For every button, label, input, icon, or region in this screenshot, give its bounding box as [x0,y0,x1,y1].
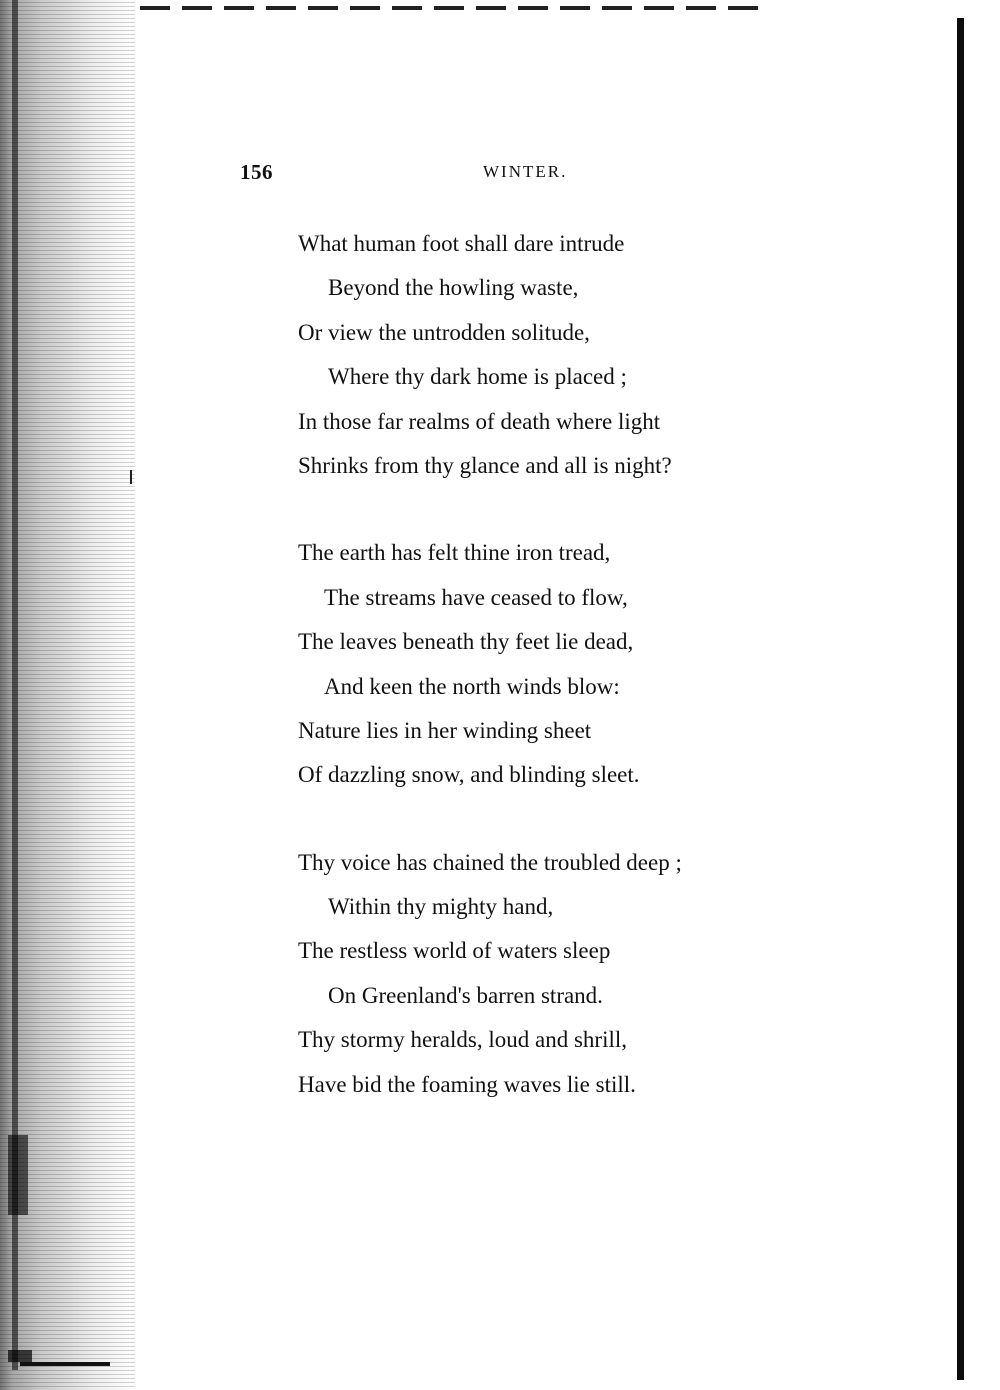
poem-line: Have bid the foaming waves lie still. [298,1071,636,1097]
page-top-edge [140,6,760,10]
page-right-edge [957,18,964,1380]
stanza [298,841,858,1107]
scan-artifact [130,470,132,484]
poem-line: Beyond the howling waste, [328,275,579,301]
poem-line: Or view the untrodden solitude, [298,319,590,345]
poem-line: Nature lies in her winding sheet [298,717,592,743]
poem-line: In those far realms of death where light [298,408,661,434]
running-head: WINTER. [483,162,568,181]
poem [298,222,858,1150]
poem-line: The earth has felt thine iron tread, [298,540,611,566]
poem-line: Where thy dark home is placed ; [328,364,627,390]
scan-artifact [20,1362,110,1366]
poem-line: The restless world of waters sleep [298,938,611,964]
poem-line: Within thy mighty hand, [328,894,554,920]
poem-line: Thy stormy heralds, loud and shrill, [298,1027,627,1053]
poem-line: What human foot shall dare intrude [298,231,625,256]
poem-line: The leaves beneath thy feet lie dead, [298,629,634,655]
poem-line: Of dazzling snow, and blinding sleet. [298,762,640,788]
poem-line: The streams have ceased to flow, [324,584,628,610]
page-header [240,160,680,194]
scan-artifact [8,1135,28,1215]
scan-artifact [8,1350,32,1362]
poem-line: Thy voice has chained the troubled deep ; [298,849,682,875]
poem-line: On Greenland's barren strand. [328,982,603,1008]
poem-line: Shrinks from thy glance and all is night? [298,452,672,478]
stanza [298,222,858,488]
page-number: 156 [240,160,273,184]
stanza [298,531,858,797]
poem-line: And keen the north winds blow: [324,673,620,699]
